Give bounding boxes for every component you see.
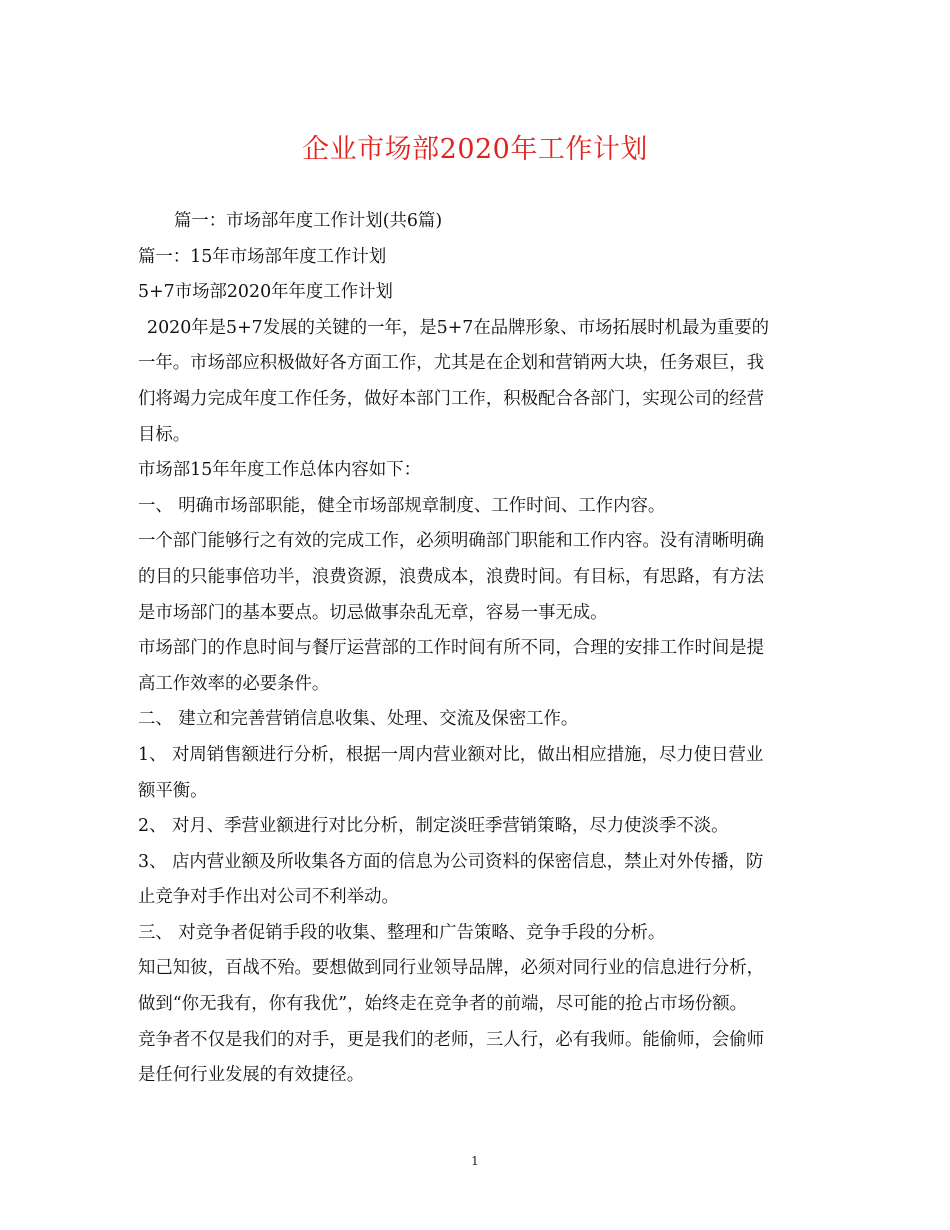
paragraph-line: 5+7市场部2020年年度工作计划 (138, 282, 393, 303)
section-heading: 一、 明确市场部职能，健全市场部规章制度、工作时间、工作内容。 (138, 495, 666, 516)
page-number: 1 (471, 1154, 479, 1168)
paragraph-line: 竞争者不仅是我们的对手，更是我们的老师，三人行，必有我师。能偷师，会偷师 (138, 1029, 765, 1050)
paragraph-line: 篇一：15年市场部年度工作计划 (138, 246, 387, 267)
section-heading: 二、 建立和完善营销信息收集、处理、交流及保密工作。 (138, 709, 579, 730)
paragraph-line: 知己知彼，百战不殆。要想做到同行业领导品牌，必须对同行业的信息进行分析， (138, 958, 765, 979)
paragraph-line: 是市场部门的基本要点。切忌做事杂乱无章，容易一事无成。 (138, 602, 608, 623)
list-item-line: 1、 对周销售额进行分析，根据一周内营业额对比，做出相应措施，尽力使日营业 (138, 744, 764, 765)
paragraph-line: 一年。市场部应积极做好各方面工作，尤其是在企划和营销两大块，任务艰巨，我 (138, 353, 765, 374)
paragraph-line: 市场部门的作息时间与餐厅运营部的工作时间有所不同，合理的安排工作时间是提 (138, 638, 765, 659)
paragraph-line: 一个部门能够行之有效的完成工作，必须明确部门职能和工作内容。没有清晰明确 (138, 531, 765, 552)
list-item-line: 止竞争对手作出对公司不利举动。 (138, 887, 399, 908)
document-body (138, 204, 818, 1094)
list-item-line: 额平衡。 (138, 780, 208, 801)
section-heading: 三、 对竞争者促销手段的收集、整理和广告策略、竞争手段的分析。 (138, 922, 666, 943)
paragraph-line: 高工作效率的必要条件。 (138, 673, 330, 694)
document-title: 企业市场部2020年工作计划 (302, 134, 648, 165)
paragraph-line: 2020年是5+7发展的关键的一年，是5+7在品牌形象、市场拓展时机最为重要的 (147, 317, 769, 338)
paragraph-line: 们将竭力完成年度工作任务，做好本部门工作，积极配合各部门，实现公司的经营 (138, 388, 765, 409)
paragraph-line: 市场部15年年度工作总体内容如下： (138, 460, 421, 481)
paragraph-line: 做到“你无我有，你有我优”，始终走在竞争者的前端，尽可能的抢占市场份额。 (138, 994, 748, 1015)
paragraph-line: 的目的只能事倍功半，浪费资源，浪费成本，浪费时间。有目标，有思路，有方法 (138, 566, 765, 587)
paragraph-line: 目标。 (138, 424, 191, 445)
list-item-line: 2、 对月、季营业额进行对比分析，制定淡旺季营销策略，尽力使淡季不淡。 (138, 816, 729, 837)
paragraph-line: 篇一：市场部年度工作计划(共6篇) (174, 211, 443, 231)
paragraph-line: 是任何行业发展的有效捷径。 (138, 1065, 365, 1086)
list-item-line: 3、 店内营业额及所收集各方面的信息为公司资料的保密信息，禁止对外传播，防 (138, 851, 764, 872)
